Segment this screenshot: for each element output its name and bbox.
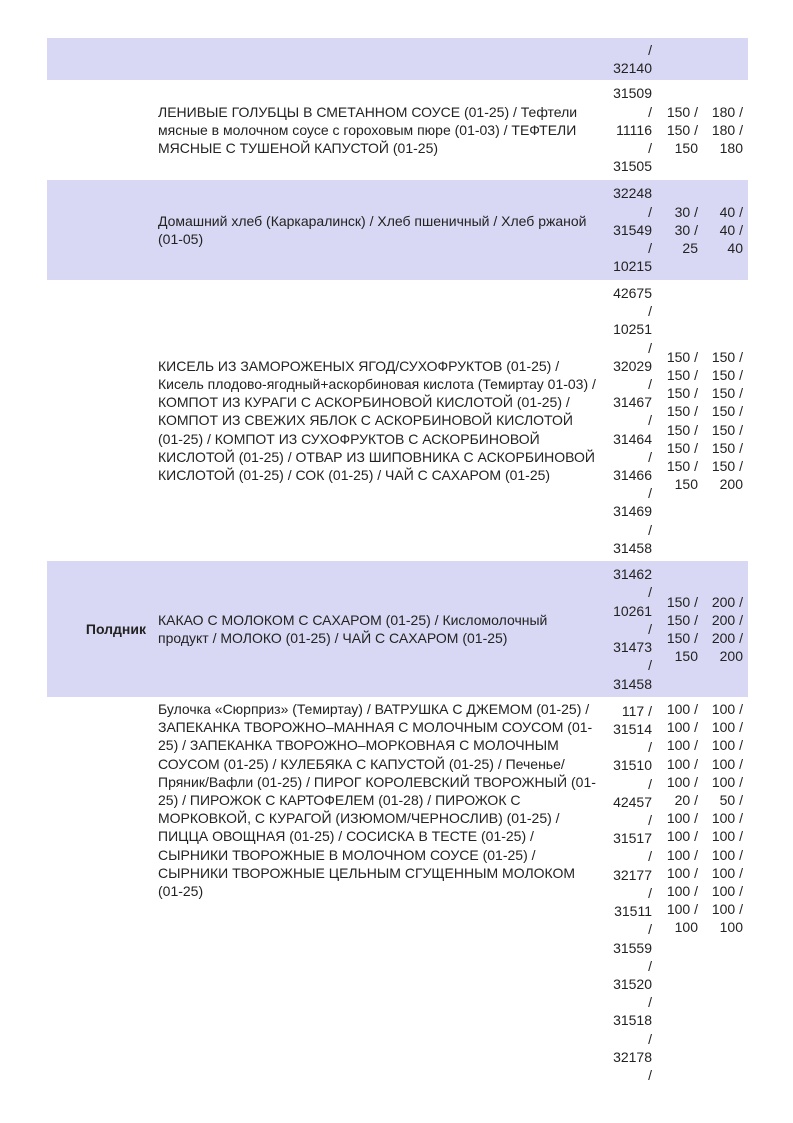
- dish-names: КИСЕЛЬ ИЗ ЗАМОРОЖЕНЫХ ЯГОД/СУХОФРУКТОВ (01-25) / Кисель плодово-ягодный+аскорбиновая кислота (Темиртау 01-03) / КОМПОТ ИЗ КУРАГИ С АСКОРБИНОВОЙ КИСЛОТОЙ (01-25) / КОМПОТ ИЗ СВЕЖИХ ЯБЛОК С АСКОРБИНОВОЙ КИСЛОТОЙ (01-25) / КОМПОТ ИЗ СУХОФРУКТОВ С АСКОРБИНОВОЙ КИСЛОТОЙ (01-25) / ОТВАР ИЗ ШИПОВНИКА С АСКОРБИНОВОЙ КИСЛОТОЙ (01-25) / СОК (01-25) / ЧАЙ С САХАРОМ (01-25): [158, 357, 596, 483]
- portion-weight-2: [702, 561, 748, 697]
- portion-weight-1: [656, 180, 702, 280]
- recipe-codes-line: 31458: [613, 539, 652, 556]
- portion-weight-2-line: 100 /: [711, 901, 743, 918]
- recipe-codes-line: /: [648, 375, 652, 392]
- portion-weight-1-line: 150 /: [666, 366, 698, 383]
- recipe-codes-line: /: [648, 412, 652, 429]
- recipe-codes-line: /: [648, 521, 652, 538]
- recipe-codes-line: /: [648, 812, 652, 829]
- recipe-codes-line: /: [648, 848, 652, 865]
- portion-weight-1: [656, 38, 702, 80]
- table-row: [47, 561, 748, 697]
- portion-weight-2-line: 200 /: [711, 630, 743, 646]
- recipe-codes-line: 32140: [613, 60, 652, 76]
- menu-table: [47, 38, 748, 1086]
- portion-weight-1-line: 150 /: [666, 457, 698, 474]
- recipe-codes: [601, 561, 656, 697]
- portion-weight-2-line: 200 /: [711, 593, 743, 610]
- recipe-codes-line: 31518: [613, 1012, 652, 1029]
- portion-weight-1-line: 100 /: [666, 883, 698, 900]
- recipe-codes-line: 32178: [613, 1048, 652, 1065]
- recipe-codes-line: 31464: [613, 430, 652, 447]
- table-row: [47, 180, 748, 280]
- portion-weight-2: [702, 180, 748, 280]
- recipe-codes-line: /: [648, 41, 652, 58]
- portion-weight-1-line: 150 /: [666, 421, 698, 438]
- portion-weight-2-line: 180: [719, 140, 743, 157]
- recipe-codes-line: /: [648, 140, 652, 157]
- meal-name: [47, 180, 152, 280]
- portion-weight-1-line: 150 /: [666, 439, 698, 456]
- portion-weight-2-line: 50 /: [719, 792, 743, 809]
- portion-weight-1-line: 100 /: [666, 828, 698, 845]
- portion-weight-2-line: 150 /: [711, 366, 743, 383]
- portion-weight-2-line: 100 /: [711, 737, 743, 754]
- meal-name: [47, 280, 152, 561]
- portion-weight-2-line: 180 /: [711, 103, 743, 120]
- recipe-codes-line: /: [648, 921, 652, 938]
- dish-names: [152, 38, 601, 80]
- portion-weight-1-line: 100 /: [666, 701, 698, 717]
- portion-weight-1-line: 150: [674, 648, 698, 665]
- portion-weight-1-line: 100 /: [666, 719, 698, 736]
- recipe-codes: [601, 80, 656, 180]
- recipe-codes-line: 32029: [613, 357, 652, 374]
- portion-weight-1-line: 150: [674, 476, 698, 493]
- portion-weight-1-line: 20 /: [674, 792, 698, 809]
- portion-weight-2-line: 150 /: [711, 457, 743, 474]
- recipe-codes-line: 31505: [613, 158, 652, 175]
- portion-weight-1-line: 150: [674, 140, 698, 157]
- recipe-codes-line: /: [648, 620, 652, 637]
- recipe-codes-line: /: [648, 657, 652, 674]
- meal-name: Полдник: [85, 621, 146, 637]
- recipe-codes: [601, 180, 656, 280]
- recipe-codes-line: 31462: [613, 566, 652, 583]
- portion-weight-1: [656, 280, 702, 561]
- recipe-codes-line: /: [648, 1066, 652, 1083]
- recipe-codes-line: /: [648, 448, 652, 465]
- recipe-codes-line: /: [648, 339, 652, 356]
- portion-weight-2-line: 150 /: [711, 439, 743, 456]
- portion-weight-2-line: 100 /: [711, 846, 743, 863]
- portion-weight-2: [702, 38, 748, 80]
- recipe-codes-line: 10261: [613, 602, 652, 619]
- portion-weight-1-line: 100 /: [666, 737, 698, 754]
- dish-names: Домашний хлеб (Каркаралинск) / Хлеб пшеничный / Хлеб ржаной (01-05): [158, 212, 587, 247]
- recipe-codes-line: 42675: [613, 284, 652, 301]
- portion-weight-1: [656, 700, 702, 1086]
- table-row: [47, 80, 748, 180]
- recipe-codes-line: 31467: [613, 394, 652, 411]
- portion-weight-1-line: 150 /: [666, 630, 698, 646]
- portion-weight-2-line: 100 /: [711, 828, 743, 845]
- recipe-codes-line: /: [648, 584, 652, 601]
- recipe-codes-line: 32248: [613, 185, 652, 202]
- recipe-codes-line: /: [648, 957, 652, 974]
- portion-weight-1-line: 100 /: [666, 773, 698, 790]
- recipe-codes-line: 31458: [613, 675, 652, 692]
- portion-weight-2-line: 200: [719, 476, 743, 493]
- portion-weight-1-line: 150 /: [666, 385, 698, 402]
- portion-weight-1-line: 150 /: [666, 348, 698, 365]
- recipe-codes-line: 32177: [613, 866, 652, 883]
- recipe-codes-line: /: [648, 485, 652, 502]
- portion-weight-2: [702, 700, 748, 1086]
- recipe-codes-line: 31511: [614, 903, 652, 920]
- recipe-codes-line: /: [648, 303, 652, 320]
- recipe-codes-line: /: [648, 884, 652, 901]
- recipe-codes-line: 42457: [613, 793, 652, 810]
- recipe-codes-line: 117 /: [621, 702, 652, 719]
- portion-weight-1-line: 150 /: [666, 403, 698, 420]
- recipe-codes-line: 31514: [613, 721, 652, 738]
- dish-names: ЛЕНИВЫЕ ГОЛУБЦЫ В СМЕТАННОМ СОУСЕ (01-25) / Тефтели мясные в молочном соусе с гороховым пюре (01-03) / ТЕФТЕЛИ МЯСНЫЕ С ТУШЕНОЙ КАПУСТОЙ (01-25): [158, 103, 578, 157]
- recipe-codes-line: 31473: [613, 639, 652, 656]
- portion-weight-2-line: 40 /: [719, 221, 743, 238]
- portion-weight-1: [656, 561, 702, 697]
- recipe-codes-line: /: [648, 103, 652, 120]
- recipe-codes-line: 10215: [613, 258, 652, 275]
- portion-weight-1-line: 100 /: [666, 846, 698, 863]
- recipe-codes-line: 31510: [613, 757, 652, 774]
- portion-weight-1-line: 150 /: [666, 593, 698, 610]
- recipe-codes: [601, 280, 656, 561]
- portion-weight-2-line: 100 /: [711, 701, 743, 717]
- meal-name: [47, 38, 152, 80]
- portion-weight-2-line: 100 /: [711, 810, 743, 827]
- recipe-codes-line: 11116: [616, 121, 652, 138]
- recipe-codes-line: /: [648, 1030, 652, 1047]
- portion-weight-2-line: 150 /: [711, 348, 743, 365]
- recipe-codes-line: /: [648, 739, 652, 756]
- portion-weight-1-line: 100: [674, 919, 698, 936]
- portion-weight-2-line: 200 /: [711, 611, 743, 628]
- portion-weight-1-line: 100 /: [666, 901, 698, 918]
- portion-weight-2-line: 100 /: [711, 773, 743, 790]
- portion-weight-2-line: 150 /: [711, 403, 743, 420]
- table-row: [47, 38, 748, 80]
- portion-weight-2-line: 40 /: [719, 203, 743, 220]
- recipe-codes-line: 31509: [613, 85, 652, 102]
- portion-weight-2-line: 100 /: [711, 719, 743, 736]
- portion-weight-1-line: 30 /: [674, 203, 698, 220]
- portion-weight-2-line: 150 /: [711, 385, 743, 402]
- recipe-codes-line: 31549: [613, 221, 652, 238]
- portion-weight-2: [702, 280, 748, 561]
- portion-weight-2-line: 100: [719, 919, 743, 936]
- recipe-codes-line: /: [648, 775, 652, 792]
- portion-weight-2-line: 100 /: [711, 755, 743, 772]
- portion-weight-2-line: 100 /: [711, 883, 743, 900]
- recipe-codes: [601, 38, 656, 80]
- portion-weight-1-line: 100 /: [666, 864, 698, 881]
- recipe-codes-line: /: [648, 203, 652, 220]
- portion-weight-2-line: 150 /: [711, 421, 743, 438]
- portion-weight-1-line: 150 /: [666, 103, 698, 120]
- recipe-codes-line: /: [648, 240, 652, 257]
- recipe-codes-line: /: [648, 994, 652, 1011]
- recipe-codes-line: 31469: [613, 503, 652, 520]
- portion-weight-1-line: 25: [682, 240, 698, 257]
- portion-weight-2-line: 40: [727, 240, 743, 257]
- portion-weight-1: [656, 80, 702, 180]
- portion-weight-2: [702, 80, 748, 180]
- recipe-codes-line: 31517: [613, 830, 652, 847]
- table-row: [47, 280, 748, 561]
- recipe-codes-line: 31520: [613, 975, 652, 992]
- portion-weight-1-line: 30 /: [674, 221, 698, 238]
- table-row: [47, 697, 748, 1086]
- recipe-codes-line: 31466: [613, 467, 652, 483]
- meal-name: [47, 80, 152, 180]
- portion-weight-1-line: 150 /: [666, 611, 698, 628]
- dish-names: Булочка «Сюрприз» (Темиртау) / ВАТРУШКА С ДЖЕМОМ (01-25) / ЗАПЕКАНКА ТВОРОЖНО–МАННАЯ С МОЛОЧНЫМ СОУСОМ (01-25) / ЗАПЕКАНКА ТВОРОЖНО–МОРКОВНАЯ С МОЛОЧНЫМ СОУСОМ (01-25) / КУЛЕБЯКА С КАПУСТОЙ (01-25) / Печенье/Пряник/Вафли (01-25) / ПИРОГ КОРОЛЕВСКИЙ ТВОРОЖНЫЙ (01-25) / ПИРОЖОК С КАРТОФЕЛЕМ (01-28) / ПИРОЖОК С МОРКОВКОЙ, С КУРАГОЙ (ИЗЮМОМ/ЧЕРНОСЛИВ) (01-25) / ПИЦЦА ОВОЩНАЯ (01-25) / СОСИСКА В ТЕСТЕ (01-25) / СЫРНИКИ ТВОРОЖНЫЕ В МОЛОЧНОМ СОУСЕ (01-25) / СЫРНИКИ ТВОРОЖНЫЕ ЦЕЛЬНЫМ СГУЩЕННЫМ МОЛОКОМ (01-25): [158, 701, 596, 900]
- dish-names: КАКАО С МОЛОКОМ С САХАРОМ (01-25) / Кисломолочный продукт / МОЛОКО (01-25) / ЧАЙ С САХАРОМ (01-25): [158, 611, 548, 646]
- recipe-codes-line: 10251: [613, 321, 652, 338]
- portion-weight-2-line: 180 /: [711, 121, 743, 138]
- portion-weight-2-line: 200: [719, 648, 743, 665]
- portion-weight-1-line: 150 /: [666, 121, 698, 138]
- recipe-codes: [601, 700, 656, 1086]
- recipe-codes-line: 31559: [613, 939, 652, 956]
- portion-weight-1-line: 100 /: [666, 810, 698, 827]
- portion-weight-1-line: 100 /: [666, 755, 698, 772]
- portion-weight-2-line: 100 /: [711, 864, 743, 881]
- meal-name: [47, 700, 152, 1086]
